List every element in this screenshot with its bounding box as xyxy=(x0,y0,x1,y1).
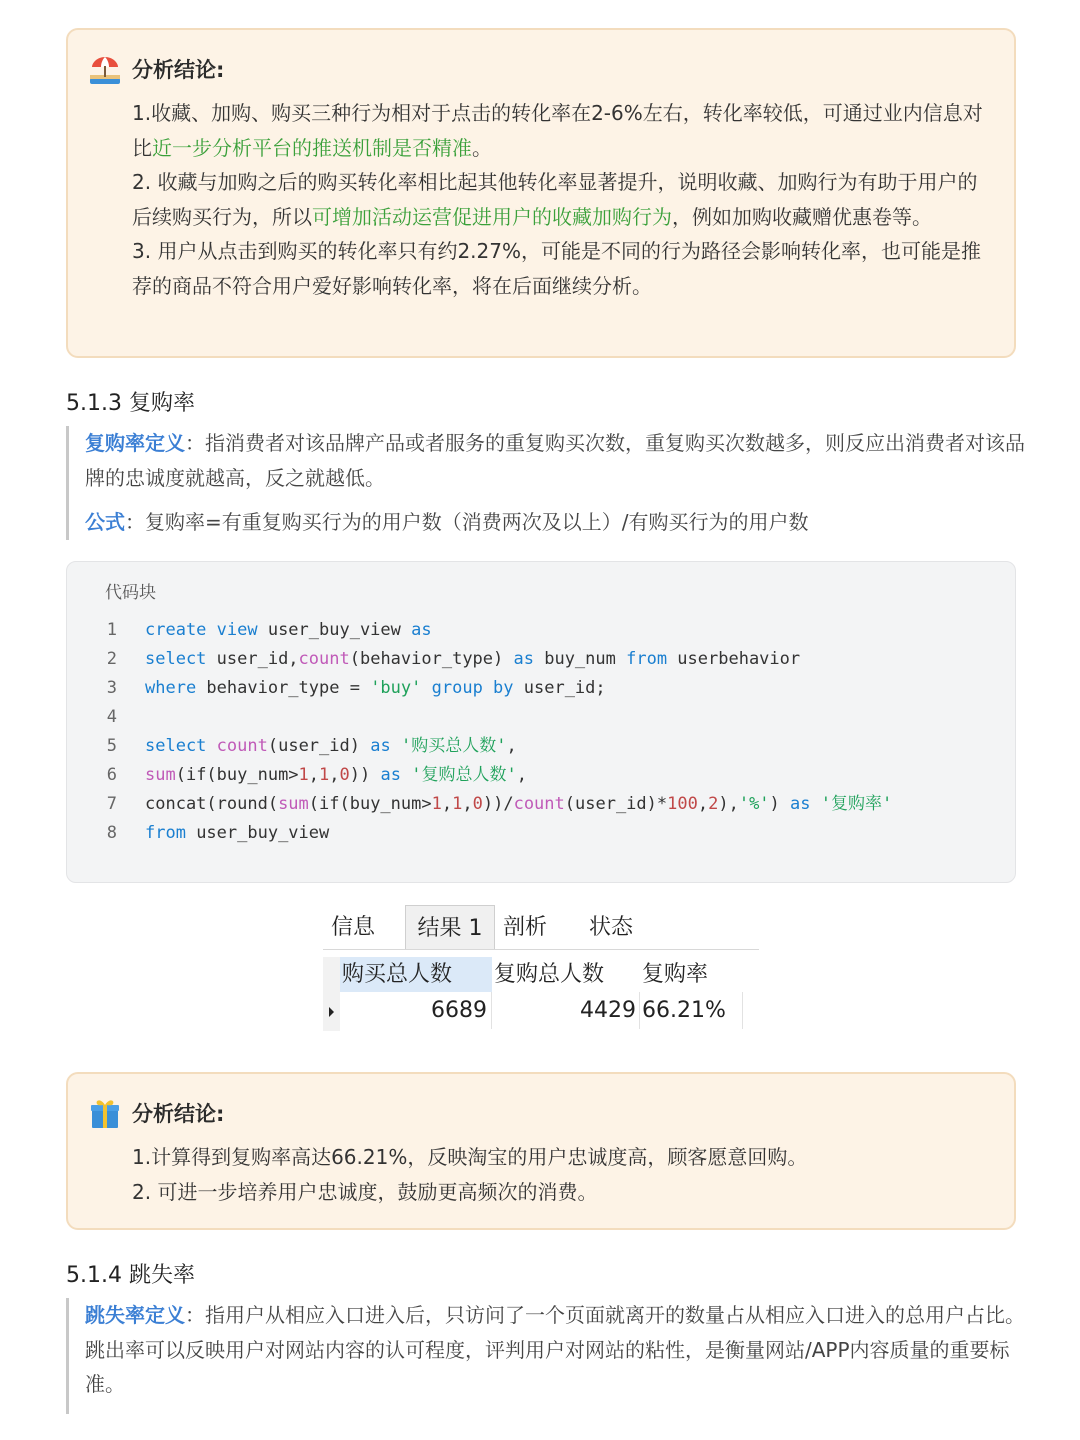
code-token: from xyxy=(626,649,668,669)
code-content xyxy=(145,761,527,790)
row-pointer-icon xyxy=(329,1007,334,1017)
code-token: 2 xyxy=(708,794,719,814)
code-token: '复购率' xyxy=(820,794,893,814)
code-token: buy_num xyxy=(533,649,627,669)
section-heading-514: 5.1.4 跳失率 xyxy=(66,1263,195,1288)
table-cell[interactable]: 4429 xyxy=(492,992,640,1029)
code-token: sum xyxy=(145,765,176,785)
code-line xyxy=(67,790,1015,819)
column-header[interactable]: 购买总人数 xyxy=(340,957,492,992)
line-number: 7 xyxy=(106,794,117,814)
definition: 跳失率定义：指用户从相应入口进入后，只访问了一个页面就离开的数量占从相应入口进入的总用户占比。跳出率可以反映用户对网站内容的认可程度，评判用户对网站的粘性，是衡量网站/APP内容质量的重要标准。 xyxy=(85,1303,1025,1396)
code-line xyxy=(67,819,1015,848)
code-token: , xyxy=(506,736,517,756)
code-token: create view xyxy=(145,620,258,640)
query-result-panel xyxy=(323,905,759,1030)
code-token: (user_id) xyxy=(267,736,371,756)
gift-icon xyxy=(88,1096,122,1130)
code-token: count xyxy=(298,649,350,669)
table-cell[interactable]: 66.21% xyxy=(640,992,743,1029)
code-token: behavior_type = xyxy=(196,678,371,698)
code-line xyxy=(67,674,1015,703)
code-token: as xyxy=(380,765,401,785)
code-token: (if(buy_num> xyxy=(175,765,299,785)
code-token: concat(round( xyxy=(145,794,279,814)
code-token xyxy=(391,736,401,756)
code-token: 1 xyxy=(452,794,463,814)
code-token: , xyxy=(441,794,453,814)
code-token xyxy=(401,765,411,785)
formula: 公式：复购率=有重复购买行为的用户数（消费两次及以上）/有购买行为的用户数 xyxy=(85,510,809,534)
code-lines xyxy=(67,616,1015,848)
analysis-callout-1 xyxy=(66,28,1016,358)
code-line xyxy=(67,616,1015,645)
code-token: ), xyxy=(718,794,739,814)
line-number: 8 xyxy=(106,823,117,843)
definition-quote-514 xyxy=(66,1298,1026,1414)
conclusion-1: 1.计算得到复购率高达66.21%，反映淘宝的用户忠诚度高，顾客愿意回购。 xyxy=(132,1145,808,1169)
code-content xyxy=(145,645,800,674)
code-line xyxy=(67,645,1015,674)
callout-body xyxy=(132,96,986,303)
highlight-text: 可增加活动运营促进用户的收藏加购行为 xyxy=(312,204,672,229)
definition-quote-513 xyxy=(66,426,1026,540)
code-token: , xyxy=(329,765,340,785)
code-token: as xyxy=(513,649,534,669)
formula-label: 公式 xyxy=(85,510,125,534)
code-token: )) xyxy=(349,765,381,785)
conclusion-2: 2. 可进一步培养用户忠诚度，鼓励更高频次的消费。 xyxy=(132,1179,598,1204)
definition: 复购率定义：指消费者对该品牌产品或者服务的重复购买次数，重复购买次数越多，则反应出消费者对该品牌的忠诚度就越高，反之就越低。 xyxy=(85,431,1025,490)
code-content xyxy=(145,674,606,703)
tab-result-1[interactable]: 结果 1 xyxy=(405,905,495,949)
callout-header xyxy=(88,1096,224,1130)
code-content xyxy=(145,790,892,819)
code-token: '%' xyxy=(738,794,770,814)
code-token: user_id; xyxy=(513,678,606,698)
code-content xyxy=(145,732,517,761)
column-header[interactable]: 复购总人数 xyxy=(494,962,605,987)
line-number: 2 xyxy=(106,649,117,669)
section-heading-513: 5.1.3 复购率 xyxy=(66,391,195,416)
tab-info[interactable]: 信息 xyxy=(331,915,376,940)
code-token: 100 xyxy=(667,794,698,814)
code-token: , xyxy=(308,765,320,785)
conclusion-3: 3. 用户从点击到购买的转化率只有约2.27%，可能是不同的行为路径会影响转化率，也可能是推荐的商品不符合用户爱好影响转化率，将在后面继续分析。 xyxy=(132,239,981,298)
definition-label: 跳失率定义 xyxy=(85,1303,185,1327)
code-token: group by xyxy=(431,678,514,698)
code-line xyxy=(67,732,1015,761)
code-token: as xyxy=(790,794,811,814)
code-token: select xyxy=(145,736,207,756)
code-token xyxy=(421,678,431,698)
code-token: where xyxy=(145,678,197,698)
code-token: from xyxy=(145,823,186,843)
code-token: userbehavior xyxy=(667,649,801,669)
code-token: '复购总人数' xyxy=(411,765,517,785)
code-token: (behavior_type) xyxy=(349,649,514,669)
line-number: 4 xyxy=(106,707,117,727)
line-number: 6 xyxy=(106,765,117,785)
result-grid xyxy=(323,957,743,1031)
code-token: , xyxy=(697,794,709,814)
code-token: 0 xyxy=(472,794,483,814)
tab-status[interactable]: 状态 xyxy=(589,915,634,940)
code-token: (user_id)* xyxy=(564,794,668,814)
code-token: select xyxy=(145,649,207,669)
line-number: 1 xyxy=(106,620,117,640)
code-token: user_id, xyxy=(206,649,299,669)
code-token xyxy=(811,794,821,814)
code-token: user_buy_view xyxy=(257,620,412,640)
callout-title: 分析结论: xyxy=(132,1102,225,1126)
code-token: 1 xyxy=(431,794,442,814)
column-header[interactable]: 复购率 xyxy=(642,962,709,987)
code-token: user_buy_view xyxy=(185,823,330,843)
highlight-text: 近一步分析平台的推送机制是否精准 xyxy=(152,135,472,160)
code-token: (if(buy_num> xyxy=(308,794,432,814)
code-token: ) xyxy=(769,794,791,814)
code-content xyxy=(145,819,329,848)
result-tabs xyxy=(323,905,759,950)
code-content xyxy=(145,616,432,645)
tab-profile[interactable]: 剖析 xyxy=(503,915,548,940)
code-token: 'buy' xyxy=(370,678,422,698)
definition-label: 复购率定义 xyxy=(85,431,185,455)
analysis-callout-2 xyxy=(66,1072,1016,1230)
code-line xyxy=(67,761,1015,790)
code-token: , xyxy=(462,794,473,814)
code-token: count xyxy=(216,736,268,756)
code-token: count xyxy=(513,794,565,814)
beach-umbrella-icon xyxy=(88,52,122,86)
code-token: 0 xyxy=(339,765,350,785)
code-token xyxy=(206,736,216,756)
conclusion-2: 2. 收藏与加购之后的购买转化率相比起其他转化率显著提升，说明收藏、加购行为有助于用户的后续购买行为，所以可增加活动运营促进用户的收藏加购行为，例如加购收藏赠优惠卷等。 xyxy=(132,170,978,229)
table-cell[interactable]: 6689 xyxy=(340,992,492,1029)
callout-header xyxy=(88,52,224,86)
line-number: 5 xyxy=(106,736,117,756)
callout-title: 分析结论: xyxy=(132,58,225,82)
code-token: as xyxy=(411,620,432,640)
code-token: 1 xyxy=(298,765,309,785)
code-line xyxy=(67,703,1015,732)
code-block[interactable] xyxy=(66,561,1016,883)
code-token: '购买总人数' xyxy=(400,736,507,756)
code-token: as xyxy=(370,736,391,756)
code-token: sum xyxy=(278,794,309,814)
conclusion-1: 1.收藏、加购、购买三种行为相对于点击的转化率在2-6%左右，转化率较低，可通过业内信息对比近一步分析平台的推送机制是否精准。 xyxy=(132,101,983,160)
code-block-label: 代码块 xyxy=(105,583,156,603)
code-token: , xyxy=(516,765,527,785)
callout-body xyxy=(132,1140,986,1209)
code-token: 1 xyxy=(319,765,330,785)
line-number: 3 xyxy=(106,678,117,698)
code-token: ))/ xyxy=(482,794,514,814)
row-gutter xyxy=(323,957,340,1031)
